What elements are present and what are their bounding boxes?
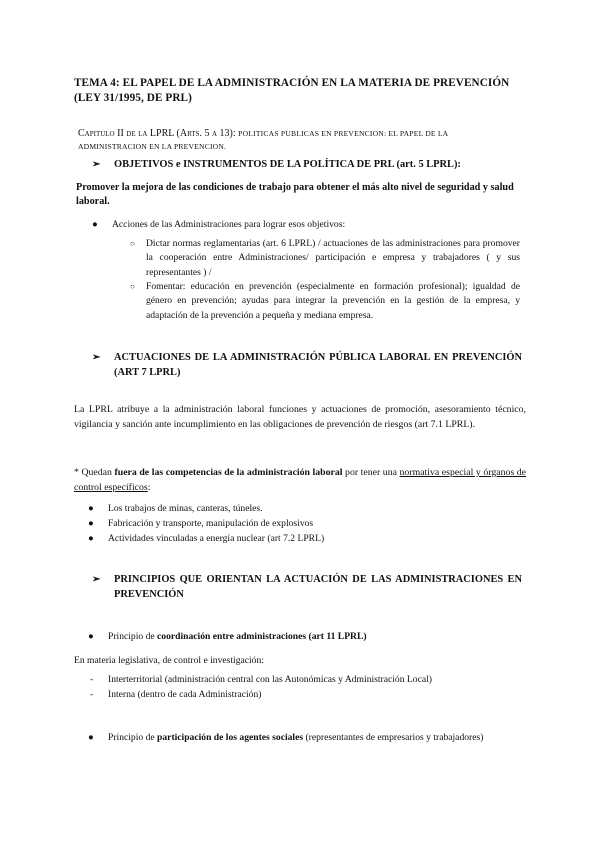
section-heading-text: PRINCIPIOS QUE ORIENTAN LA ACTUACIÓN DE LAS ADMINISTRACIONES EN PREVENCIÓN [114,574,522,600]
chapter-reference [78,127,528,153]
note-star: * Quedan [74,467,112,478]
bullet-dot-icon: ● [88,533,94,544]
bullet-dot-icon: ● [92,219,98,230]
dash-item-text: Interterritorial (administración central con las Autonómicas y Administración Local) [108,674,432,685]
dash-bullet: - [90,674,94,685]
dash-item-text: Interna (dentro de cada Administración) [108,689,262,700]
note-underline: normativa especial y órganos de control específicos [74,467,526,493]
arrow-bullet-icon: ➢ [92,574,101,585]
list-item-text: Los trabajos de minas, canteras, túneles. [108,503,263,514]
section-heading-text: OBJETIVOS e INSTRUMENTOS DE LA POLÍTICA DE PRL (art. 5 LPRL): [114,159,461,170]
list-item [88,502,528,516]
circle-bullet-icon: ○ [130,239,135,248]
dash-bullet: - [90,689,94,700]
principle-prefix: Principio de [108,631,155,642]
bullet-dot-icon: ● [88,631,94,642]
section-heading-text: ACTUACIONES DE LA ADMINISTRACIÓN PÚBLICA LABORAL EN PREVENCIÓN (ART 7 LPRL) [114,352,522,378]
objective-statement: Promover la mejora de las condiciones de trabajo para obtener el más alto nivel de seguridad y salud laboral. [76,182,514,207]
chapter-subtitle-1: POLITICAS PUBLICAS EN PREVENCION: EL PAPEL DE LA [238,129,449,138]
list-item-text: Actividades vinculadas a energía nuclear (art 7.2 LPRL) [108,533,325,544]
principle-rest: (representantes de empresarios y trabajadores) [305,732,484,743]
arrow-bullet-icon: ➢ [92,352,101,363]
bullet-dot-icon: ● [88,732,94,743]
circle-bullet-icon: ○ [130,282,135,291]
principle-coordinacion: coordinación entre administraciones (art 11 LPRL) [157,631,367,642]
list-item [88,517,528,531]
paragraph-atribuciones: La LPRL atribuye a la administración laboral funciones y actuaciones de promoción, asesoramiento técnico, vigilancia y sanción ante incumplimiento en las obligaciones de prevención de riesgos (art 7.1 LPRL). [74,404,526,430]
list-item-text: Acciones de las Administraciones para lograr esos objetivos: [112,219,346,230]
principle-participacion: participación de los agentes sociales [157,732,304,743]
section-heading-objetivos [92,159,461,170]
section-heading-actuaciones [92,350,522,380]
sub-list-item [130,280,520,323]
list-item [88,731,524,745]
bullet-dot-icon: ● [88,518,94,529]
list-item-text: Fabricación y transporte, manipulación de explosivos [108,518,314,529]
bullet-dot-icon: ● [88,503,94,514]
note-bold: fuera de las competencias de la administración laboral [114,467,343,478]
title-line-2: (LEY 31/1995, DE PRL) [74,91,192,104]
sub-list-item-text: Dictar normas reglamentarias (art. 6 LPRL) / actuaciones de las administraciones para promover la cooperación entre Administraciones/ participación e empresa y trabajadores ( y sus representantes ) / [146,238,520,278]
chapter-lead: Capitulo II de la LPRL (Arts. 5 a 13): [78,128,236,139]
scope-line: En materia legislativa, de control e investigación: [74,655,264,666]
list-item [92,218,532,232]
dash-item [90,688,528,702]
exclusion-note [74,465,526,495]
sub-list-item [130,237,520,280]
arrow-bullet-icon: ➢ [92,159,101,170]
dash-item [90,673,528,687]
chapter-subtitle-2: ADMINISTRACION EN LA PREVENCION. [78,142,227,151]
note-end: : [147,482,151,493]
list-item [88,532,528,546]
list-item [88,630,528,644]
sub-list-item-text: Fomentar: educación en prevención (especialmente en formación profesional); igualdad de género en prevención; ayudas para integrar la prevención en la gestión de la empresa, y adaptación de la prevención a pequeña y mediana empresa. [146,281,520,321]
title-line-1: TEMA 4: EL PAPEL DE LA ADMINISTRACIÓN EN LA MATERIA DE PREVENCIÓN [74,77,510,89]
principle-prefix: Principio de [108,732,155,743]
section-heading-principios [92,572,522,602]
note-mid: por tener una [345,467,397,478]
document-title [74,76,534,105]
